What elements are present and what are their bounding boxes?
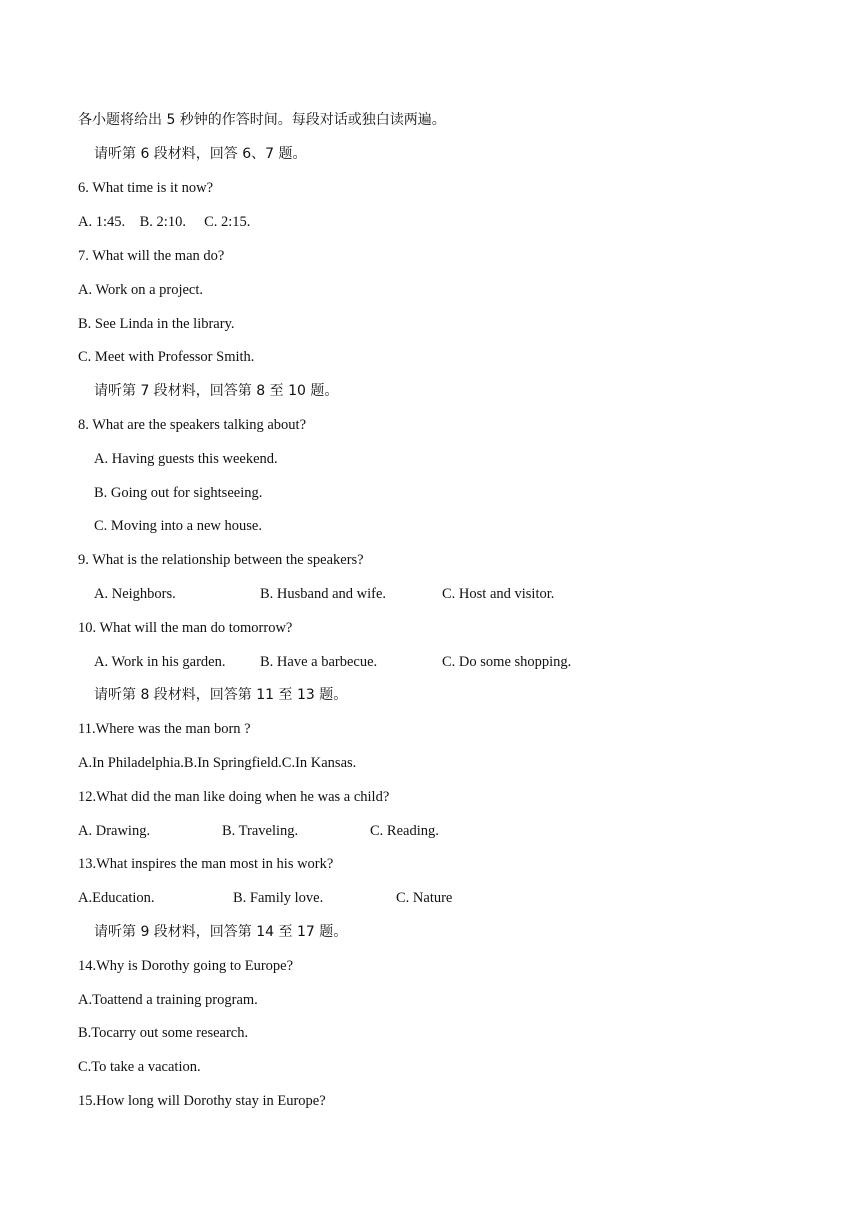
question-14-option-b: B.Tocarry out some research. bbox=[78, 1025, 249, 1041]
instructions-intro: 各小题将给出 5 秒钟的作答时间。每段对话或独白读两遍。 bbox=[78, 112, 446, 128]
section-6-instruction: 请听第 6 段材料，回答 6、7 题。 bbox=[94, 146, 307, 162]
question-8-option-a: A. Having guests this weekend. bbox=[94, 451, 278, 467]
question-11: 11.Where was the man born ? bbox=[78, 721, 251, 737]
question-12: 12.What did the man like doing when he was a child? bbox=[78, 789, 390, 805]
question-7-option-a: A. Work on a project. bbox=[78, 282, 204, 298]
question-9-option-a: A. Neighbors. bbox=[94, 586, 176, 602]
question-12-option-c: C. Reading. bbox=[370, 823, 439, 839]
question-13: 13.What inspires the man most in his work? bbox=[78, 856, 334, 872]
question-10-option-b: B. Have a barbecue. bbox=[260, 654, 378, 670]
question-8-option-b: B. Going out for sightseeing. bbox=[94, 485, 263, 501]
question-6: 6. What time is it now? bbox=[78, 180, 214, 196]
section-9-instruction: 请听第 9 段材料，回答第 14 至 17 题。 bbox=[94, 924, 348, 940]
question-8: 8. What are the speakers talking about? bbox=[78, 417, 307, 433]
question-14-option-a: A.Toattend a training program. bbox=[78, 992, 258, 1008]
question-15: 15.How long will Dorothy stay in Europe? bbox=[78, 1093, 326, 1109]
question-10-option-c: C. Do some shopping. bbox=[442, 654, 572, 670]
section-8-instruction: 请听第 8 段材料，回答第 11 至 13 题。 bbox=[94, 687, 348, 703]
question-10: 10. What will the man do tomorrow? bbox=[78, 620, 293, 636]
question-12-option-a: A. Drawing. bbox=[78, 823, 151, 839]
question-7-option-c: C. Meet with Professor Smith. bbox=[78, 349, 255, 365]
section-7-instruction: 请听第 7 段材料，回答第 8 至 10 题。 bbox=[94, 383, 339, 399]
question-7: 7. What will the man do? bbox=[78, 248, 225, 264]
question-14: 14.Why is Dorothy going to Europe? bbox=[78, 958, 294, 974]
question-14-option-c: C.To take a vacation. bbox=[78, 1059, 201, 1075]
question-10-option-a: A. Work in his garden. bbox=[94, 654, 226, 670]
question-13-option-a: A.Education. bbox=[78, 890, 155, 906]
question-13-option-c: C. Nature bbox=[396, 890, 453, 906]
question-6-options: A. 1:45. B. 2:10. C. 2:15. bbox=[78, 214, 251, 230]
question-9-option-b: B. Husband and wife. bbox=[260, 586, 387, 602]
question-9-option-c: C. Host and visitor. bbox=[442, 586, 555, 602]
question-11-options: A.In Philadelphia.B.In Springfield.C.In Kansas. bbox=[78, 755, 357, 771]
question-12-option-b: B. Traveling. bbox=[222, 823, 299, 839]
question-9: 9. What is the relationship between the speakers? bbox=[78, 552, 364, 568]
question-8-option-c: C. Moving into a new house. bbox=[94, 518, 262, 534]
question-7-option-b: B. See Linda in the library. bbox=[78, 316, 235, 332]
question-13-option-b: B. Family love. bbox=[233, 890, 324, 906]
